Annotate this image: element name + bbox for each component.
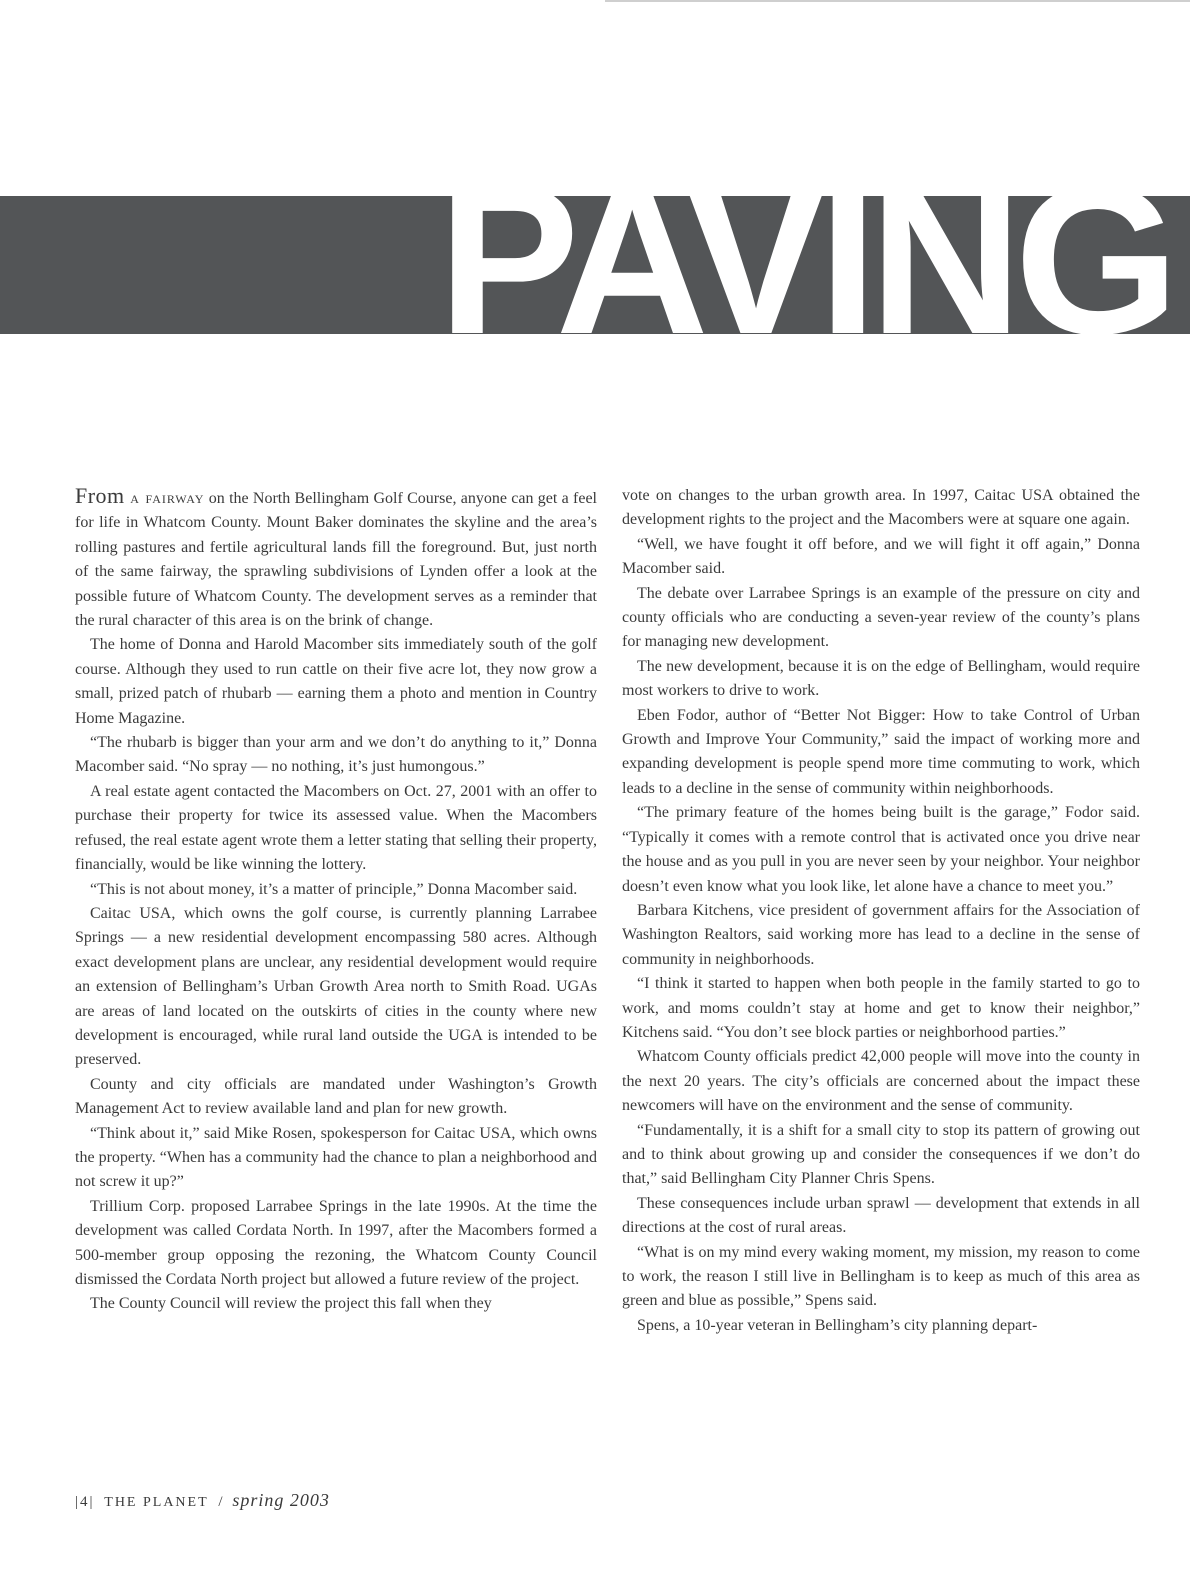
page-footer bbox=[75, 1490, 330, 1511]
lead-in: a fairway bbox=[124, 488, 205, 507]
paragraph: Barbara Kitchens, vice president of government affairs for the Association of Washington Realtors, said working more has lead to a decline in the sense of community in neighborhoods. bbox=[622, 901, 1140, 968]
paragraph: “This is not about money, it’s a matter of principle,” Donna Macomber said. bbox=[90, 880, 578, 898]
paragraph bbox=[75, 484, 597, 633]
paragraph: “What is on my mind every waking moment, my mission, my reason to come to work, the reason I still live in Bellingham is to keep as much of this area as green and blue as possible,” Spens said. bbox=[622, 1243, 1140, 1310]
paragraph: “I think it started to happen when both people in the family started to go to work, and moms couldn’t stay at home and get to know their neighbor,” Kitchens said. “You don’t see block parties or neighborhood parties.” bbox=[622, 975, 1140, 1041]
paragraph: Spens, a 10-year veteran in Bellingham’s city planning depart- bbox=[637, 1316, 1038, 1334]
paragraph: A real estate agent contacted the Macombers on Oct. 27, 2001 with an offer to purchase their property for twice its assessed value. When the Macombers refused, the real estate agent wrote them a letter stating that selling their property, financially, would be like winning the lottery. bbox=[75, 782, 597, 874]
paragraph: vote on changes to the urban growth area. In 1997, Caitac USA obtained the development rights to the project and the Macombers were at square one again. bbox=[622, 487, 1140, 529]
paragraph: “The rhubarb is bigger than your arm and we don’t do anything to it,” Donna Macomber said. “No spray — no nothing, it’s just humongous.” bbox=[75, 734, 597, 776]
paragraph: The new development, because it is on the edge of Bellingham, would require most workers to drive to work. bbox=[622, 657, 1140, 700]
paragraph: Whatcom County officials predict 42,000 people will move into the county in the next 20 years. The city’s officials are concerned about the impact these newcomers will have on the environment and the sense of community. bbox=[622, 1048, 1140, 1115]
footer-separator: / bbox=[218, 1494, 223, 1510]
headline: PAVING bbox=[438, 180, 1172, 340]
paragraph: “Fundamentally, it is a shift for a small city to stop its pattern of growing out and to think about growing up and consider the consequences if we don’t do that,” said Bellingham City Planner Chris Spens. bbox=[622, 1121, 1140, 1188]
paragraph: County and city officials are mandated under Washington’s Growth Management Act to review available land and plan for new growth. bbox=[75, 1075, 597, 1118]
lead-first-word: From bbox=[75, 483, 125, 508]
article-column-right bbox=[622, 484, 1140, 1338]
paragraph: “Well, we have fought it off before, and we will fight it off again,” Donna Macomber said. bbox=[622, 535, 1140, 578]
top-rule bbox=[605, 0, 1190, 2]
paragraph: The debate over Larrabee Springs is an example of the pressure on city and county officials who are conducting a seven-year review of the county’s plans for managing new development. bbox=[622, 584, 1140, 651]
paragraph: “Think about it,” said Mike Rosen, spokesperson for Caitac USA, which owns the property. “When has a community had the chance to plan a neighborhood and not screw it up?” bbox=[75, 1124, 597, 1191]
paragraph: Trillium Corp. proposed Larrabee Springs in the late 1990s. At the time the development was called Cordata North. In 1997, after the Macombers formed a 500-member group opposing the rezoning, the Whatcom County Council dismissed the Cordata North project but allowed a future review of the project. bbox=[75, 1197, 597, 1288]
paragraph: Eben Fodor, author of “Better Not Bigger: How to take Control of Urban Growth and Improve Your Community,” said the impact of working more and expanding development is people spend more time commuting to work, which leads to a decline in the sense of community within neighborhoods. bbox=[622, 706, 1140, 797]
page-number: |4| bbox=[75, 1494, 95, 1510]
paragraph: The County Council will review the project this fall when they bbox=[90, 1295, 492, 1313]
issue-label: spring 2003 bbox=[232, 1490, 330, 1510]
article-column-left bbox=[75, 484, 597, 1317]
paragraph: The home of Donna and Harold Macomber sits immediately south of the golf course. Although they used to run cattle on their five acre lot, they now grow a small, prized patch of rhubarb — earning them a photo and mention in Country Home Magazine. bbox=[75, 636, 597, 727]
magazine-name: THE PLANET bbox=[104, 1495, 209, 1510]
paragraph: These consequences include urban sprawl — development that extends in all directions at the cost of rural areas. bbox=[622, 1194, 1140, 1237]
paragraph: “The primary feature of the homes being built is the garage,” Fodor said. “Typically it comes with a remote control that is activated once you drive near the house and as you pull in you are never seen by your neighbor. Your neighbor doesn’t even know what you look like, let alone have a chance to meet you.” bbox=[622, 804, 1140, 895]
lead-paragraph-body: on the North Bellingham Golf Course, anyone can get a feel for life in Whatcom County. Mount Baker dominates the skyline and the area’s rolling pastures and fertile agricultural lands fill the foreground. But, just north of the same fairway, the sprawling subdivisions of Lynden offer a look at the possible future of Whatcom County. The development serves as a reminder that the rural character of this area is on the brink of change. bbox=[75, 490, 597, 630]
paragraph: Caitac USA, which owns the golf course, is currently planning Larrabee Springs — a new residential development encompassing 580 acres. Although exact development plans are unclear, any residential development would require an extension of Bellingham’s Urban Growth Area north to Smith Road. UGAs are areas of land located on the outskirts of cities in the county where new development is encouraged, while rural land outside the UGA is intended to be preserved. bbox=[75, 904, 597, 1069]
